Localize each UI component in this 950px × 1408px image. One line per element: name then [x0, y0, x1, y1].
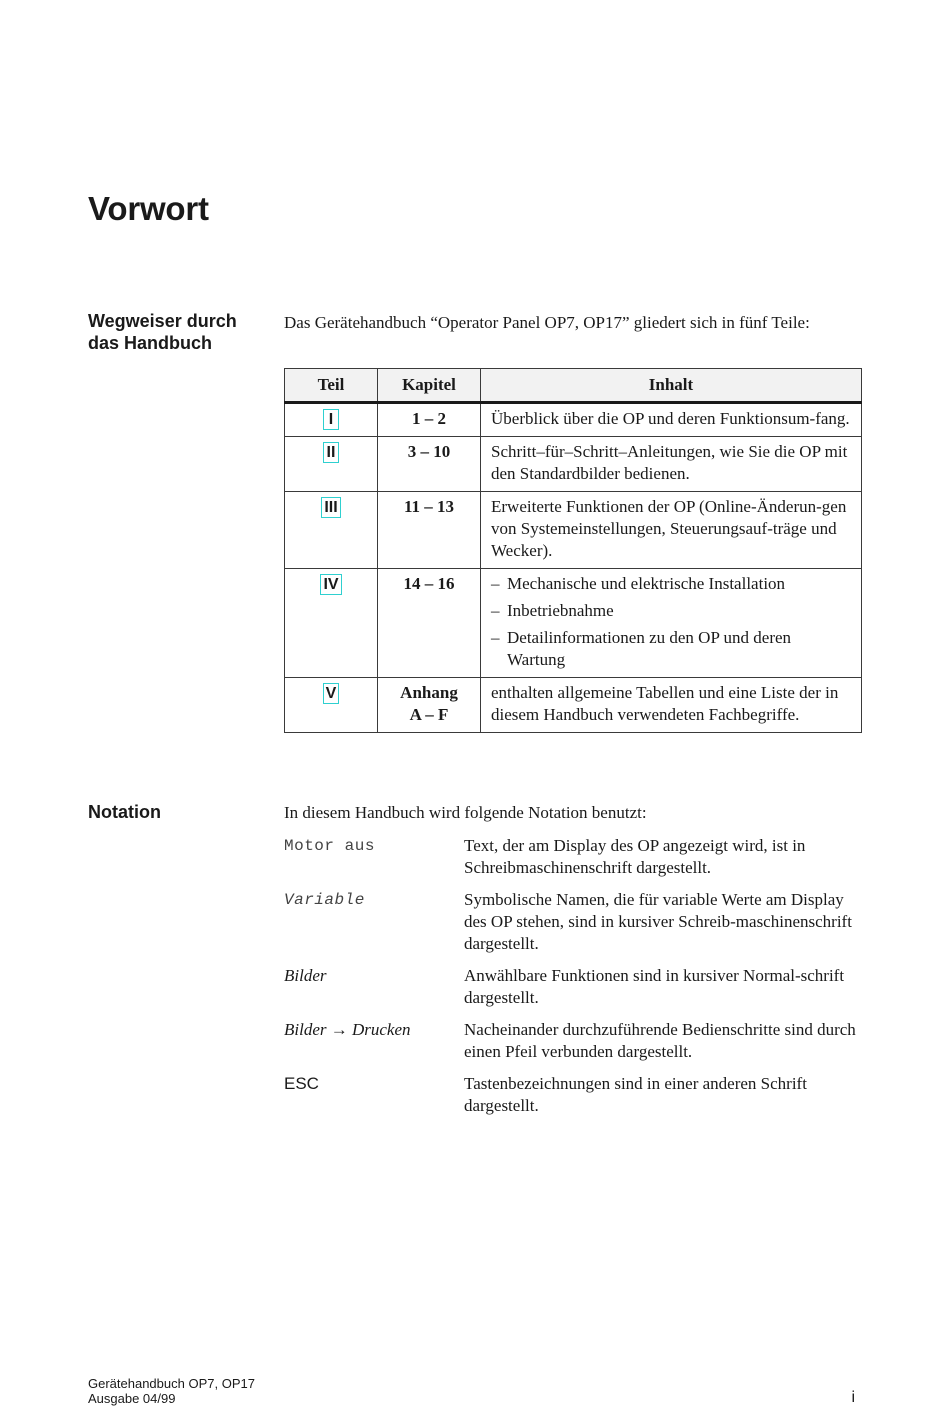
parts-table-header-row	[285, 369, 862, 403]
notation-list	[284, 835, 864, 1127]
table-row	[285, 492, 862, 569]
teil-label: II	[323, 442, 339, 463]
notation-intro: In diesem Handbuch wird folgende Notation benutzt:	[284, 803, 647, 822]
section-heading-guide-line2: das Handbuch	[88, 333, 213, 353]
kapitel-cell: 11 – 13	[378, 492, 481, 569]
kapitel-line2: A – F	[409, 705, 449, 724]
teil-label: III	[321, 497, 340, 518]
teil-cell	[285, 678, 378, 733]
notation-term: Motor aus	[284, 837, 375, 855]
teil-label: I	[323, 409, 339, 430]
kapitel-cell: 3 – 10	[378, 437, 481, 492]
inhalt-cell: Schritt–für–Schritt–Anleitungen, wie Sie die OP mit den Standardbilder bedienen.	[481, 437, 862, 492]
list-item-text: Detailinformationen zu den OP und deren Wartung	[507, 628, 792, 669]
parts-table	[284, 368, 862, 733]
list-item: – Inbetriebnahme	[491, 601, 614, 620]
table-row	[285, 678, 862, 733]
inhalt-cell	[481, 569, 862, 678]
notation-entry	[284, 1073, 864, 1117]
page-number: i	[851, 1389, 855, 1406]
footer-manual-title: Gerätehandbuch OP7, OP17	[88, 1376, 255, 1391]
section-heading-guide	[88, 310, 263, 354]
notation-desc: Anwählbare Funktionen sind in kursiver Normal-schrift dargestellt.	[464, 966, 845, 1007]
list-item: – Mechanische und elektrische Installation	[491, 574, 786, 593]
notation-desc: Text, der am Display des OP angezeigt wird, ist in Schreibmaschinenschrift dargestellt.	[464, 836, 806, 877]
notation-desc: Symbolische Namen, die für variable Werte am Display des OP stehen, sind in kursiver Schreib-maschinenschrift dargestellt.	[464, 890, 852, 953]
header-inhalt: Inhalt	[481, 369, 862, 403]
teil-cell	[285, 569, 378, 678]
teil-label: IV	[320, 574, 341, 595]
footer-edition: Ausgabe 04/99	[88, 1391, 176, 1406]
section-heading-notation: Notation	[88, 802, 161, 822]
section-heading-guide-line1: Wegweiser durch	[88, 311, 237, 331]
notation-term: Variable	[284, 891, 365, 909]
list-item-text: Mechanische und elektrische Installation	[507, 574, 786, 593]
page-title: Vorwort	[88, 190, 209, 227]
table-row	[285, 437, 862, 492]
table-row	[285, 403, 862, 437]
guide-intro: Das Gerätehandbuch “Operator Panel OP7, OP17” gliedert sich in fünf Teile:	[284, 313, 810, 332]
inhalt-cell: Erweiterte Funktionen der OP (Online-Änderun-gen von Systemeinstellungen, Steuerungsauf-träge und Wecker).	[481, 492, 862, 569]
notation-term: Bilder → Drucken	[284, 1020, 411, 1039]
notation-term: ESC	[284, 1074, 319, 1093]
footer	[88, 1376, 255, 1406]
list-item-text: Inbetriebnahme	[507, 601, 614, 620]
notation-desc: Nacheinander durchzuführende Bedienschritte sind durch einen Pfeil verbunden dargestellt.	[464, 1020, 856, 1061]
teil-cell	[285, 492, 378, 569]
header-kapitel: Kapitel	[378, 369, 481, 403]
notation-term: Bilder	[284, 966, 327, 985]
notation-entry	[284, 889, 864, 955]
kapitel-line1: Anhang	[400, 683, 458, 702]
kapitel-cell	[378, 678, 481, 733]
notation-entry	[284, 835, 864, 879]
teil-label: V	[323, 683, 340, 704]
notation-desc: Tastenbezeichnungen sind in einer anderen Schrift dargestellt.	[464, 1074, 807, 1115]
notation-entry	[284, 965, 864, 1009]
inhalt-cell: Überblick über die OP und deren Funktionsum-fang.	[481, 403, 862, 437]
inhalt-cell: enthalten allgemeine Tabellen und eine Liste der in diesem Handbuch verwendeten Fachbegriffe.	[481, 678, 862, 733]
table-row	[285, 569, 862, 678]
notation-entry	[284, 1019, 864, 1063]
teil-cell	[285, 437, 378, 492]
header-teil: Teil	[285, 369, 378, 403]
teil-cell	[285, 403, 378, 437]
kapitel-cell: 14 – 16	[378, 569, 481, 678]
list-item: – Detailinformationen zu den OP und deren Wartung	[491, 627, 851, 671]
kapitel-cell: 1 – 2	[378, 403, 481, 437]
